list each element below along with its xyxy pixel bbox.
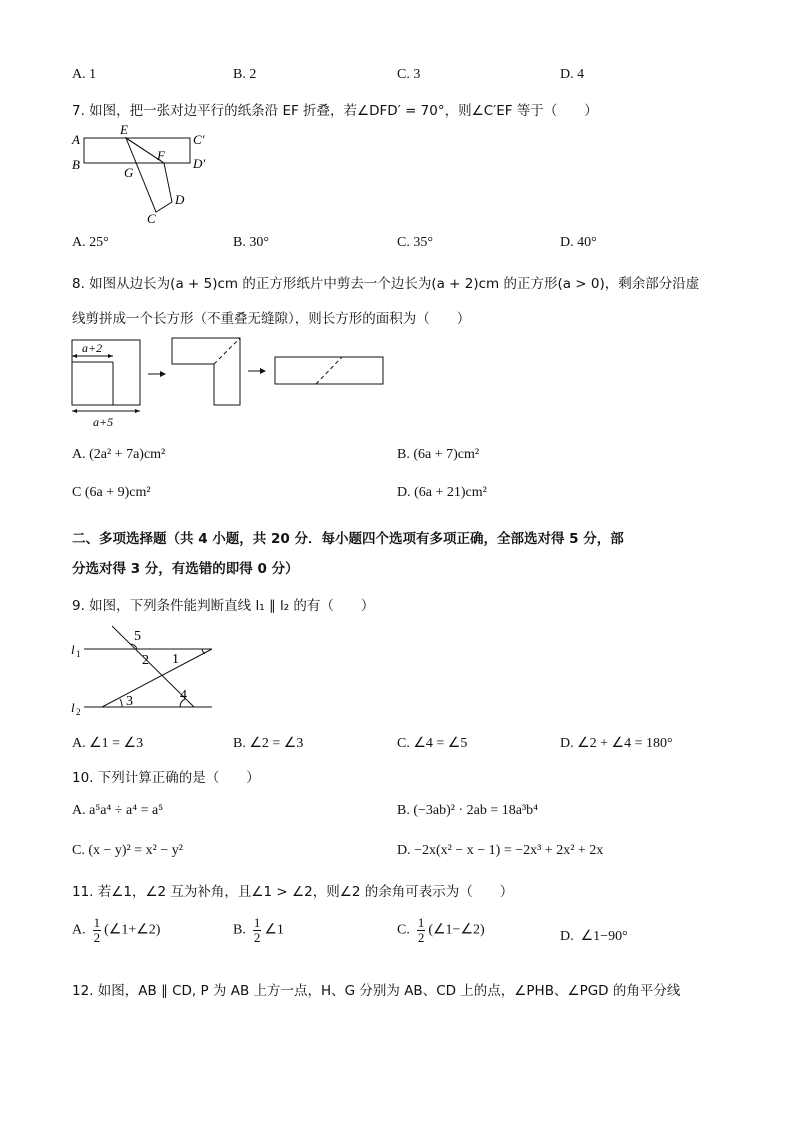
label-a-plus-5: a+5 (93, 415, 114, 429)
label-l1: l (71, 642, 75, 657)
q8-option-d: D. (6a + 21)cm² (397, 485, 487, 500)
q8-stem-line2: 线剪拼成一个长方形（不重叠无缝隙），则长方形的面积为（ ） (72, 311, 471, 327)
label-l2: l (71, 700, 75, 715)
q8-figure (66, 334, 396, 430)
fraction-half: $\frac{1}{2}$ (93, 915, 101, 945)
label-l2-sub: 2 (76, 707, 81, 717)
label-d: D (175, 192, 185, 207)
q9-figure (66, 622, 226, 722)
label-e: E (120, 122, 128, 137)
angle-2-label: 2 (142, 653, 149, 668)
q11-stem: 11. 若∠1，∠2 互为补角，且∠1 > ∠2，则∠2 的余角可表示为（ ） (72, 884, 514, 900)
label-c-prime: C′ (193, 132, 205, 147)
label-b: B (72, 157, 80, 172)
fraction-half: $\frac{1}{2}$ (417, 915, 425, 945)
q6-option-b: B. 2 (233, 67, 257, 82)
q11-option-d: D. ∠1−90° (560, 929, 628, 944)
q7-option-b: B. 30° (233, 235, 269, 250)
q10-option-a: A. a⁵a⁴ ÷ a⁴ = a⁵ (72, 803, 164, 818)
section-2-heading-line1: 二、多项选择题（共 4 小题，共 20 分．每小题四个选项有多项正确，全部选对得 5 分，部 (72, 531, 624, 547)
q8-option-c: C (6a + 9)cm² (72, 485, 151, 500)
q11-option-a: A. $\frac{1}{2}$ (∠1+∠2) (72, 915, 161, 945)
q9-option-b: B. ∠2 = ∠3 (233, 736, 304, 751)
q7-option-a: A. 25° (72, 235, 109, 250)
label-l1-sub: 1 (76, 649, 81, 659)
q7-figure (68, 120, 218, 230)
q9-stem: 9. 如图，下列条件能判断直线 l₁ ∥ l₂ 的有（ ） (72, 598, 375, 614)
q9-option-d: D. ∠2 + ∠4 = 180° (560, 736, 673, 751)
q8-option-a: A. (2a² + 7a)cm² (72, 447, 166, 462)
q6-option-d: D. 4 (560, 67, 585, 82)
q9-option-c: C. ∠4 = ∠5 (397, 736, 468, 751)
q7-stem: 7. 如图，把一张对边平行的纸条沿 EF 折叠，若∠DFD′ = 70°，则∠C′EF 等于（ ） (72, 103, 598, 119)
angle-4-label: 4 (180, 688, 187, 703)
q8-option-b: B. (6a + 7)cm² (397, 447, 480, 462)
label-g: G (124, 165, 134, 180)
section-2-heading-line2: 分选对得 3 分，有选错的即得 0 分） (72, 561, 299, 577)
label-f: F (157, 148, 165, 163)
angle-1-label: 1 (172, 652, 179, 667)
label-d-prime: D′ (193, 156, 206, 171)
angle-3-label: 3 (126, 694, 133, 709)
q10-option-c: C. (x − y)² = x² − y² (72, 843, 183, 858)
q6-option-c: C. 3 (397, 67, 421, 82)
q6-option-a: A. 1 (72, 67, 97, 82)
angle-5-label: 5 (134, 629, 141, 644)
label-a-plus-2: a+2 (82, 341, 103, 355)
label-c: C (147, 211, 156, 226)
q11-option-c: C. $\frac{1}{2}$ (∠1−∠2) (397, 915, 485, 945)
q7-option-d: D. 40° (560, 235, 597, 250)
fraction-half: $\frac{1}{2}$ (253, 915, 261, 945)
q8-stem-line1: 8. 如图从边长为(a + 5)cm 的正方形纸片中剪去一个边长为(a + 2)cm 的正方形(a > 0)，剩余部分沿虚 (72, 276, 700, 292)
q12-stem: 12. 如图，AB ∥ CD, P 为 AB 上方一点，H、G 分别为 AB、CD 上的点，∠PHB、∠PGD 的角平分线 (72, 983, 681, 999)
q11-option-b: B. $\frac{1}{2}$ ∠1 (233, 915, 284, 945)
label-a: A (72, 132, 80, 147)
q10-option-d: D. −2x(x² − x − 1) = −2x³ + 2x² + 2x (397, 843, 604, 858)
q9-option-a: A. ∠1 = ∠3 (72, 736, 144, 751)
q7-option-c: C. 35° (397, 235, 433, 250)
q10-stem: 10. 下列计算正确的是（ ） (72, 770, 260, 786)
q10-option-b: B. (−3ab)² · 2ab = 18a³b⁴ (397, 803, 539, 818)
